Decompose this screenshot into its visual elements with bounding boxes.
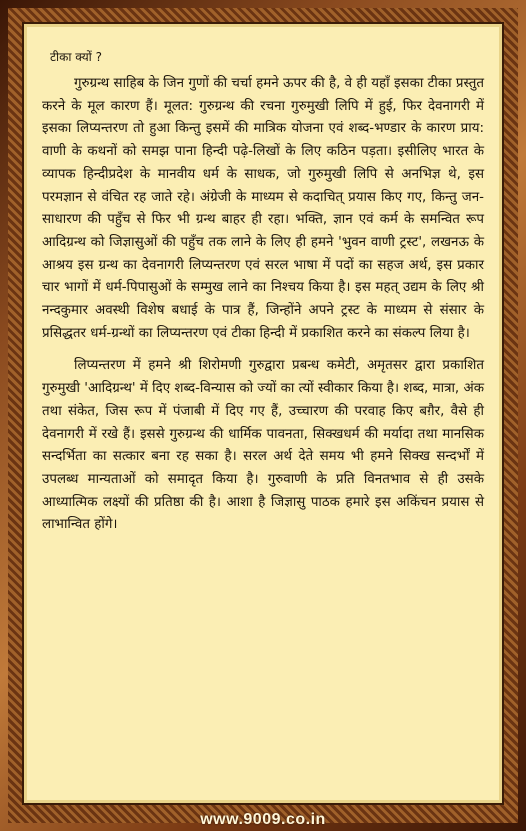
paragraph-1-text: गुरुग्रन्थ साहिब के जिन गुणों की चर्चा हमने ऊपर की है, वे ही यहाँ इसका टीका प्रस्तुत करने के मूल कारण हैं। मूलत: गुरुग्रन्थ की रचना गुरुमुखी लिपि में हुई, फिर देवनागरी में इसका लिप्यन्तरण तो हुआ किन्तु इसमें की मात्रिक योजना एवं शब्द-भण्डार के कारण प्राय: वाणी के कथनों को समझ पाना हिन्दी पढ़े-लिखों के लिए कठिन पड़ता। इसीलिए भारत के व्यापक हिन्दीप्रदेश के मानवीय धर्म के साधक, जो गुरुमुखी लिपि से अनभिज्ञ थे, इस परमज्ञान से वंचित रह जाते रहे। अंग्रेजी के माध्यम से कदाचित् प्रयास किए गए, किन्तु जन-साधारण की पहुँच से फिर भी ग्रन्थ बाहर ही रहा। भक्ति, ज्ञान एवं कर्म के समन्वित रूप आदिग्रन्थ को जिज्ञासुओं की पहुँच तक लाने के लिए ही हमने 'भुवन वाणी ट्रस्ट', लखनऊ के आश्रय इस ग्रन्थ का देवनागरी लिप्यन्तरण एवं सरल भाषा में पदों का सहज अर्थ, इस प्रकार चार भागों में धर्म-पिपासुओं के सम्मुख लाने का निश्चय किया है। इस महत् उद्यम के लिए श्री नन्दकुमार अवस्थी विशेष बधाई के पात्र हैं, जिन्होंने अपने ट्रस्ट के माध्यम से संसार के प्रसिद्धतर धर्म-ग्रन्थों का लिप्यन्तरण एवं टीका हिन्दी में प्रकाशित करने का संकल्प लिया है। (42, 76, 484, 341)
page-heading: टीका क्यों ? (50, 50, 102, 64)
page-paper (22, 22, 504, 805)
website-url: www.9009.co.in (200, 811, 326, 828)
paragraph-2 (42, 355, 484, 537)
paragraph-1 (42, 73, 484, 345)
paragraph-2-text: लिप्यन्तरण में हमने श्री शिरोमणी गुरुद्वारा प्रबन्ध कमेटी, अमृतसर द्वारा प्रकाशित गुरुमुखी 'आदिग्रन्थ' में दिए शब्द-विन्यास को ज्यों का त्यों स्वीकार किया है। शब्द, मात्रा, अंक तथा संकेत, जिस रूप में पंजाबी में दिए गए हैं, उच्चारण की परवाह किए बग़ैर, वैसे ही देवनागरी में रखे हैं। इससे गुरुग्रन्थ की धार्मिक पावनता, सिक्खधर्म की मर्यादा तथा मानसिक सन्दर्भिता का सत्कार बना रह सका है। सरल अर्थ देते समय भी हमने सिक्ख सन्दर्भों में उपलब्ध मान्यताओं को समादृत किया है। गुरुवाणी के प्रति विनतभाव से ही उसके आध्यात्मिक लक्ष्यों की प्रतिष्ठा की है। आशा है जिज्ञासु पाठक हमारे इस अकिंचन प्रयास से लाभान्वित होंगे। (42, 358, 484, 533)
